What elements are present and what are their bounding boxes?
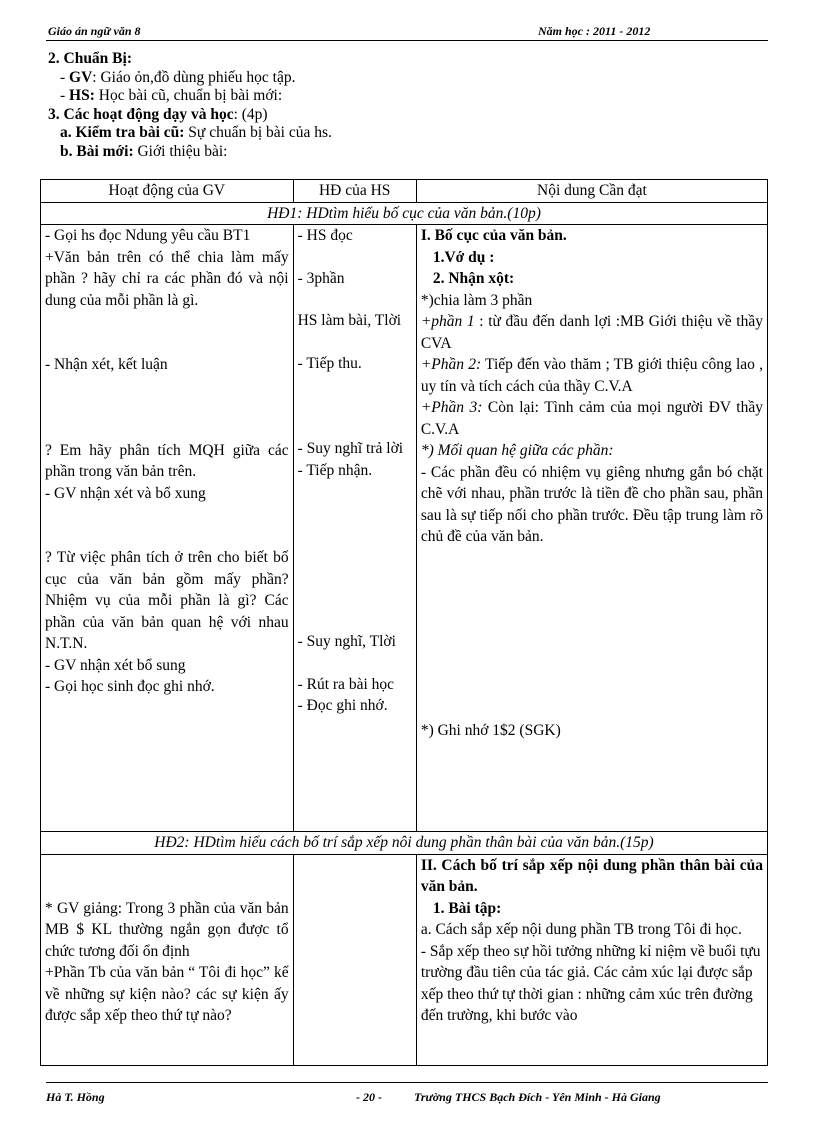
nd1-l1: *)chia làm 3 phần bbox=[420, 291, 533, 309]
nd1-l2-text: : từ đầu đến danh lợi :MB Giới thiệu về thầy CVA bbox=[420, 313, 763, 352]
footer-author: Hà T. Hồng bbox=[46, 1090, 105, 1104]
table-row bbox=[41, 854, 768, 1065]
hs1-p6: - Tiếp nhận. bbox=[297, 461, 373, 479]
hs1-p3: HS làm bài, Tlời bbox=[297, 312, 402, 329]
prep-hs: - HS: Học bài cũ, chuẩn bị bài mới: bbox=[60, 87, 283, 104]
content-cell-2 bbox=[416, 854, 767, 1065]
section-title-1: HĐ1: HDtìm hiểu bố cục của văn bản.(10p) bbox=[41, 202, 768, 225]
nd1-example: 1.Vớ dụ : bbox=[432, 248, 495, 266]
nd1-l2 bbox=[421, 311, 763, 354]
nd1-title: I. Bố cục của văn bản. bbox=[420, 227, 567, 244]
section-row-2 bbox=[41, 832, 768, 855]
hs1-p9: - Đọc ghi nhớ. bbox=[297, 697, 388, 714]
new-label: b. Bài mới: bbox=[60, 142, 134, 160]
footer-school: Trường THCS Bạch Đích - Yên Minh - Hà Giang bbox=[414, 1090, 661, 1104]
nd1-l5: *) Mối quan hệ giữa các phần: bbox=[420, 442, 614, 459]
gv-label: GV bbox=[69, 68, 93, 86]
nd1-observation: 2. Nhận xột: bbox=[432, 270, 515, 287]
check-label: a. Kiểm tra bài cũ: bbox=[60, 124, 185, 141]
gv-text: : Giáo ỏn,đồ dùng phiếu học tập. bbox=[92, 68, 296, 86]
hs-text: Học bài cũ, chuẩn bị bài mới: bbox=[94, 87, 283, 104]
table-row bbox=[41, 225, 768, 832]
header-divider bbox=[46, 40, 768, 41]
gv-cell-1 bbox=[41, 225, 294, 832]
nd1-l4-text: Còn lại: Tình cảm của mọi người ĐV thầy C.V.A bbox=[420, 399, 763, 438]
hs-cell-2 bbox=[293, 854, 416, 1065]
hs1-p1: - HS đọc bbox=[297, 227, 353, 244]
nd2-sub: 1. Bài tập: bbox=[432, 899, 502, 917]
header-right: Năm học : 2011 - 2012 bbox=[538, 24, 651, 38]
gv1-p6: ? Từ việc phân tích ở trên cho biết bố cục của văn bản gồm mấy phần? Nhiệm vụ của mỗi phần là gì? Các phần của văn bản quan hệ với nhau N.T.N. bbox=[45, 549, 289, 652]
gv1-p5: - GV nhận xét và bổ xung bbox=[45, 484, 206, 502]
footer-divider bbox=[46, 1082, 768, 1083]
hs1-p2: - 3phần bbox=[297, 269, 345, 287]
gv2-p2: +Phần Tb của văn bản “ Tôi đi học” kể về những sự kiện nào? các sự kiện ấy được sắp xếp theo thứ tự nào? bbox=[45, 964, 289, 1024]
nd1-l3 bbox=[421, 354, 763, 397]
nd1-l4-label: +Phần 3: bbox=[420, 399, 483, 416]
gv1-p3: - Nhận xét, kết luận bbox=[45, 356, 168, 373]
section-row-1 bbox=[41, 202, 768, 225]
prep-gv: - GV: Giáo ỏn,đồ dùng phiếu học tập. bbox=[60, 68, 296, 86]
prep-title: 2. Chuẩn Bị: bbox=[48, 50, 132, 67]
new-lesson-line bbox=[48, 143, 332, 162]
new-text: Giới thiệu bài: bbox=[133, 142, 228, 160]
nd1-l3-text: Tiếp đến vào thăm ; TB giới thiệu công lao , uy tín và tích cách của thầy C.V.A bbox=[420, 356, 763, 395]
header-left: Giáo án ngữ văn 8 bbox=[48, 24, 141, 38]
gv1-p1: - Gọi hs đọc Ndung yêu cầu BT1 bbox=[45, 227, 251, 244]
nd1-l3-label: +Phần 2: bbox=[420, 356, 482, 373]
hs-label: HS: bbox=[69, 87, 95, 104]
header-gv: Hoạt động của GV bbox=[41, 180, 294, 203]
hs1-p8: - Rút ra bài học bbox=[297, 675, 395, 693]
check-text: Sự chuẩn bị bài của hs. bbox=[184, 124, 332, 141]
hs1-p4: - Tiếp thu. bbox=[297, 354, 362, 372]
header-content: Nội dung Cần đạt bbox=[416, 180, 767, 203]
lesson-table bbox=[40, 179, 768, 1066]
nd2-title: II. Cách bố trí sắp xếp nội dung phần thân bài của văn bản. bbox=[420, 856, 763, 895]
nd2-l2: - Sắp xếp theo sự hồi tưởng những kỉ niệm về buổi tựu trường đầu tiên của tác giả. Các cảm xúc lại được sắp xếp theo thứ tự thời gian : những cảm xúc trên đường đến trường, khi bước vào bbox=[420, 942, 761, 1024]
table-header-row bbox=[41, 180, 768, 203]
section-title-2: HĐ2: HDtìm hiểu cách bố trí sắp xếp nôi dung phần thân bài của văn bản.(15p) bbox=[41, 832, 768, 855]
nd2-l1: a. Cách sắp xếp nội dung phần TB trong Tôi đi học. bbox=[420, 921, 742, 938]
gv1-p2: +Văn bản trên có thể chia làm mấy phần ? hãy chỉ ra các phần đó và nội dung của mỗi phần là gì. bbox=[45, 248, 289, 309]
act-title: 3. Các hoạt động dạy và học bbox=[48, 105, 234, 123]
nd1-l7: *) Ghi nhớ 1$2 (SGK) bbox=[420, 721, 561, 739]
activities-line bbox=[48, 106, 332, 125]
gv2-p1: * GV giảng: Trong 3 phần của văn bản MB $ KL thường ngắn gọn được tổ chức tương đối ổn định bbox=[45, 899, 289, 960]
act-time: : (4p) bbox=[233, 105, 268, 123]
gv1-p8: - Gọi học sinh đọc ghi nhớ. bbox=[45, 678, 215, 695]
gv1-p7: - GV nhận xét bổ sung bbox=[45, 656, 186, 674]
footer-page-number: - 20 - bbox=[356, 1090, 382, 1104]
header-hs: HĐ của HS bbox=[293, 180, 416, 203]
nd1-l6: - Các phần đều có nhiệm vụ giêng nhưng gắn bó chặt chẽ với nhau, phần trước là tiền đề cho phần sau, phần sau là sự tiếp nối cho phần trước. Đều tập trung làm rõ chủ đề của văn bản. bbox=[420, 463, 763, 545]
hs1-p7: - Suy nghĩ, Tlời bbox=[297, 633, 396, 650]
gv-cell-2 bbox=[41, 854, 294, 1065]
gv1-p4: ? Em hãy phân tích MQH giữa các phần trong văn bản trên. bbox=[45, 441, 289, 480]
content-cell-1 bbox=[416, 225, 767, 832]
hs-cell-1 bbox=[293, 225, 416, 832]
hs1-p5: - Suy nghĩ trả lời bbox=[297, 440, 404, 457]
check-line bbox=[48, 124, 332, 143]
intro-section bbox=[48, 50, 332, 161]
nd1-l4 bbox=[421, 397, 763, 440]
nd1-l2-label: +phần 1 bbox=[420, 313, 475, 330]
